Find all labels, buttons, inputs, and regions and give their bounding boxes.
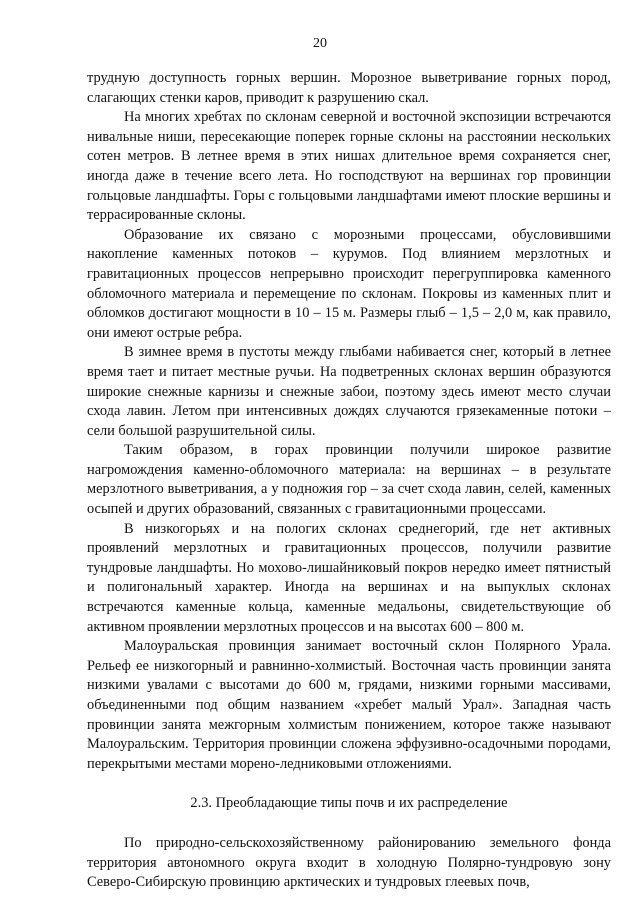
paragraph-continuation: трудную доступность горных вершин. Морозное выветривание горных пород, слагающих стенки каров, приводит к разрушению скал. bbox=[87, 70, 611, 106]
paragraph-rock-debris: Таким образом, в горах провинции получили широкое развитие нагромождения каменно-обломочного материала: на вершинах – в результате мерзлотного выветривания, а у подножия гор – за счет схода лавин, селей, каменных осыпей и других образований, связанных с гравитационными процессами. bbox=[87, 442, 611, 518]
page-number: 20 bbox=[313, 36, 327, 51]
body-text bbox=[87, 69, 611, 893]
paragraph-winter-snow: В зимнее время в пустоты между глыбами набивается снег, который в летнее время тает и питает местные ручьи. На подветренных склонах вершин образуются широкие снежные карнизы и снежные забои, поэтому здесь имеют место случаи схода лавин. Летом при интенсивных дождях случаются грязекаменные потоки – сели большой разрушительной силы. bbox=[87, 344, 611, 439]
paragraph-kurums: Образование их связано с морозными процессами, обусловившими накопление каменных потоков – курумов. Под влиянием мерзлотных и гравитационных процессов непрерывно происходит перегруппировка каменного обломочного материала и перемещение по склонам. Покровы из каменных плит и обломков достигают мощности в 10 – 15 м. Размеры глыб – 1,5 – 2,0 м, как правило, они имеют острые ребра. bbox=[87, 226, 611, 341]
paragraph-nival-niches: На многих хребтах по склонам северной и восточной экспозиции встречаются нивальные ниши, пересекающие поперек горные склоны на расстоянии нескольких сотен метров. В летнее время в этих нишах длительное время сохраняется снег, иногда даже в течение всего лета. Но господствуют на вершинах гор провинции гольцовые ландшафты. Горы с гольцовыми ландшафтами имеют плоские вершины и террасированные склоны. bbox=[87, 109, 611, 224]
paragraph-tundra-landscapes: В низкогорьях и на пологих склонах среднегорий, где нет активных проявлений мерзлотных и гравитационных процессов, получили развитие тундровые ландшафты. Но мохово-лишайниковый покров нередко имеет пятнистый и полигональный характер. Иногда на вершинах и на выпуклых склонах встречаются каменные кольца, каменные медальоны, свидетельствующие об активном проявлении мерзлотных процессов и на высотах 600 – 800 м. bbox=[87, 520, 611, 635]
section-heading: 2.3. Преобладающие типы почв и их распределение bbox=[190, 795, 508, 812]
paragraph-maloural-province: Малоуральская провинция занимает восточный склон Полярного Урала. Рельеф ее низкогорный и равнинно-холмистый. Восточная часть провинции занята низкими увалами с высотами до 600 м, грядами, низкими горными массивами, объединенными под общим названием «хребет малый Урал». Западная часть провинции занята межгорным холмистым понижением, которое также называют Малоуральским. Территория провинции сложена эффузивно-осадочными породами, перекрытыми местами морено-ледниковыми отложениями. bbox=[87, 638, 611, 772]
paragraph-zoning: По природно-сельскохозяйственному районированию земельного фонда территория автономного округа входит в холодную Полярно-тундровую зону Северо-Сибирскую провинцию арктических и тундровых глеевых почв, bbox=[87, 834, 611, 891]
